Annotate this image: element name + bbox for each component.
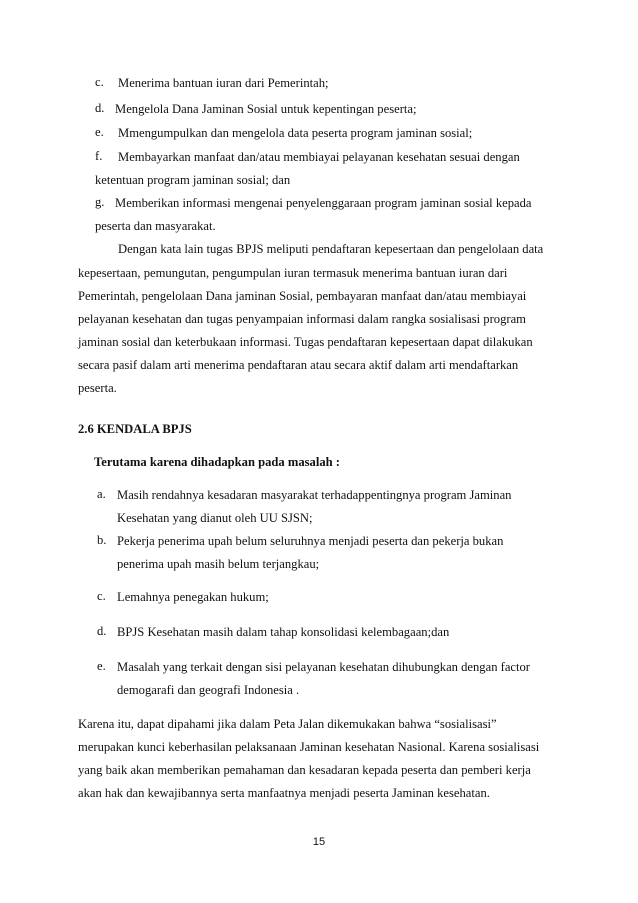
list-item: Mmengumpulkan dan mengelola data peserta program jaminan sosial; [118,126,473,140]
list-item: BPJS Kesehatan masih dalam tahap konsolidasi kelembagaan;dan [117,625,450,639]
paragraph-line: peserta. [78,381,117,395]
page-number: 15 [312,836,326,848]
list-marker: b. [97,533,107,547]
paragraph-line: pelayanan kesehatan dan tugas penyampaian informasi dalam rangka sosialisasi program [78,312,526,326]
list-item: Mengelola Dana Jaminan Sosial untuk kepentingan peserta; [115,102,417,116]
section-heading: 2.6 KENDALA BPJS [78,422,192,436]
list-item-continuation: Kesehatan yang dianut oleh UU SJSN; [117,511,313,525]
list-marker: c. [95,75,104,89]
sub-heading: Terutama karena dihadapkan pada masalah : [94,455,340,469]
list-item-continuation: ketentuan program jaminan sosial; dan [95,173,291,187]
list-item: Membayarkan manfaat dan/atau membiayai pelayanan kesehatan sesuai dengan [118,150,520,164]
list-item: Pekerja penerima upah belum seluruhnya menjadi peserta dan pekerja bukan [117,534,504,548]
paragraph-line: secara pasif dalam arti menerima pendaftaran atau secara aktif dalam arti mendaftarkan [78,358,519,372]
list-item-continuation: demogarafi dan geografi Indonesia . [117,683,300,697]
paragraph-line: Dengan kata lain tugas BPJS meliputi pendaftaran kepesertaan dan pengelolaan data [118,242,544,256]
paragraph-line: merupakan kunci keberhasilan pelaksanaan Jaminan kesehatan Nasional. Karena sosialisasi [78,740,540,754]
list-marker: a. [97,487,106,501]
list-marker: e. [95,125,104,139]
list-marker: e. [97,659,106,673]
paragraph-line: yang baik akan memberikan pemahaman dan kesadaran kepada peserta dan pemberi kerja [78,763,531,777]
list-item: Masalah yang terkait dengan sisi pelayanan kesehatan dihubungkan dengan factor [117,660,530,674]
paragraph-line: akan hak dan kewajibannya serta manfaatnya menjadi peserta Jaminan kesehatan. [78,786,490,800]
list-item: Memberikan informasi mengenai penyelenggaraan program jaminan sosial kepada [115,196,532,210]
list-marker: c. [97,589,106,603]
list-item: Lemahnya penegakan hukum; [117,590,269,604]
paragraph-line: jaminan sosial dan keterbukaan informasi. Tugas pendaftaran kepesertaan dapat dilakukan [78,335,533,349]
list-marker: g. [95,195,105,209]
list-item: Menerima bantuan iuran dari Pemerintah; [118,76,329,90]
paragraph-line: Pemerintah, pengelolaan Dana jaminan Sosial, pembayaran manfaat dan/atau membiayai [78,289,527,303]
list-marker: d. [95,101,105,115]
list-item-continuation: penerima upah masih belum terjangkau; [117,557,320,571]
list-marker: f. [95,149,103,163]
list-marker: d. [97,624,107,638]
paragraph-line: kepesertaan, pemungutan, pengumpulan iuran termasuk menerima bantuan iuran dari [78,266,508,280]
list-item: Masih rendahnya kesadaran masyarakat terhadappentingnya program Jaminan [117,488,512,502]
paragraph-line: Karena itu, dapat dipahami jika dalam Peta Jalan dikemukakan bahwa “sosialisasi” [78,717,497,731]
list-item-continuation: peserta dan masyarakat. [95,219,216,233]
